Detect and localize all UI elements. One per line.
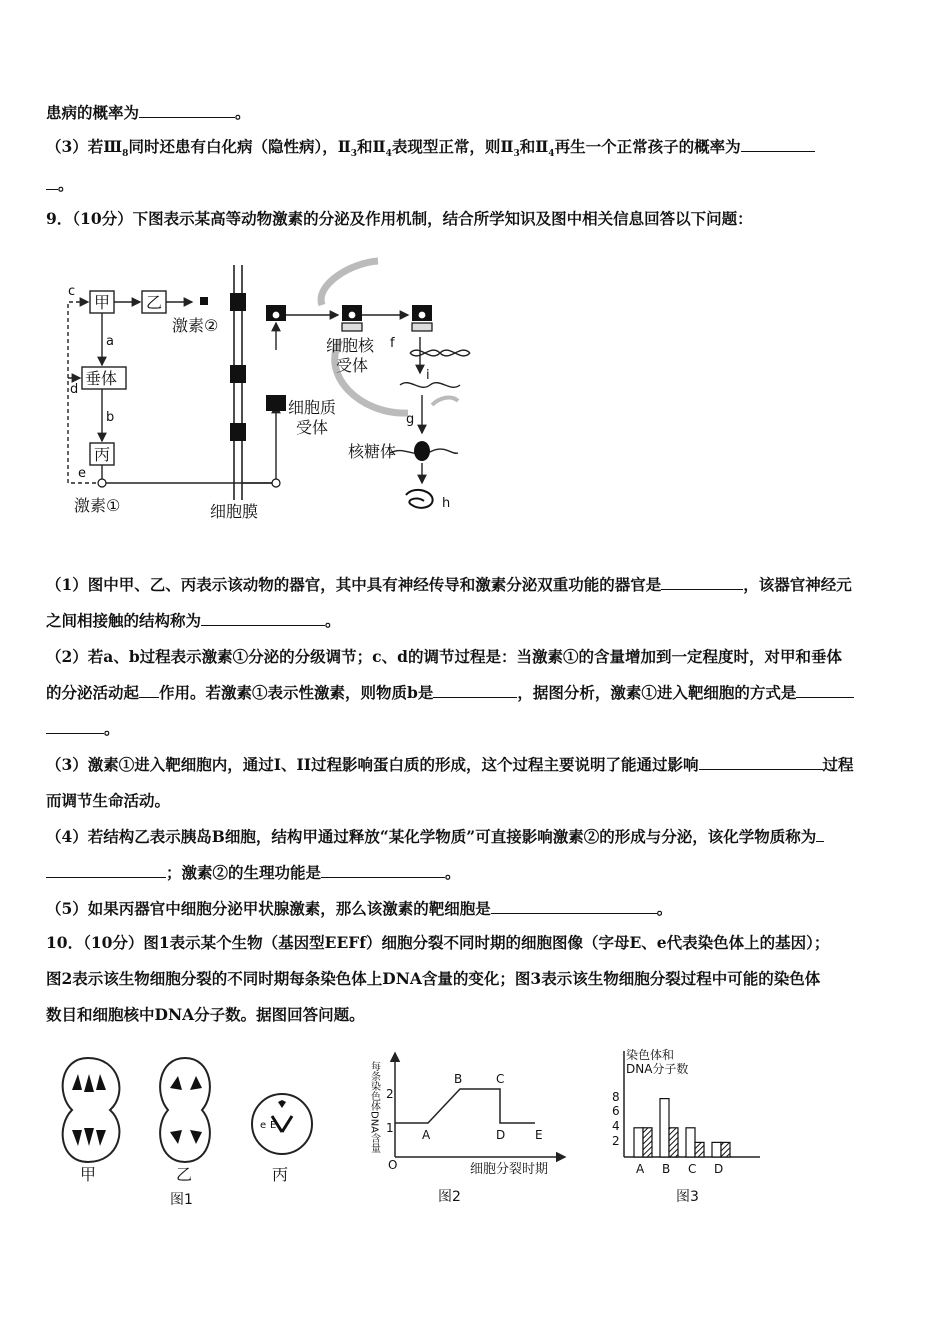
label-h: h (442, 496, 451, 511)
answer-blank[interactable] (699, 755, 823, 770)
q10-line3 (46, 1004, 906, 1026)
label-yi: 乙 (146, 293, 163, 312)
label-e: e (78, 466, 86, 481)
q9-p4-line1 (46, 826, 906, 848)
bar-D-chromosome (712, 1142, 721, 1157)
label-nuc-receptor-2: 受体 (336, 356, 369, 375)
fig3-cat-B: B (662, 1162, 671, 1176)
q8-text: 同时还患有白化病（隐性病），Ⅱ (128, 137, 351, 156)
q10-text: 数目和细胞核中DNA分子数。据图回答问题。 (46, 1005, 365, 1024)
q9-text: 。 (656, 899, 673, 918)
fig2-point-label-B: B (454, 1072, 463, 1086)
q9-text: ，据图分析，激素①进入靶细胞的方式是 (517, 683, 797, 702)
answer-blank[interactable] (201, 611, 325, 626)
label-f: f (390, 336, 395, 351)
label-cell-jia: 甲 (80, 1165, 97, 1184)
fig3-ylabel-2: DNA分子数 (626, 1062, 689, 1076)
bar-D-dna (721, 1142, 730, 1157)
fig3-cat-A: A (636, 1162, 645, 1176)
figure-2-caption: 图2 (438, 1189, 461, 1205)
q8-line-2 (46, 136, 906, 165)
label-pituitary: 垂体 (85, 369, 118, 388)
dna-content-line (395, 1089, 535, 1123)
fig3-tick-6: 6 (612, 1104, 620, 1118)
q9-text: ；激素②的生理功能是 (166, 863, 322, 882)
q10-line2 (46, 968, 906, 990)
subscript: 3 (513, 149, 520, 160)
fig2-xlabel: 细胞分裂时期 (470, 1162, 549, 1177)
q8-end: 。 (235, 103, 251, 122)
q9-text: ，该器官神经元 (743, 575, 852, 594)
q8-text: 患病的概率为 (46, 103, 140, 122)
q9-text: （3）激素①进入靶细胞内，通过I、II过程影响蛋白质的形成，这个过程主要说明了能通过影响 (46, 755, 699, 774)
subscript: 8 (122, 149, 129, 160)
q9-text: （2）若a、b过程表示激素①分泌的分级调节；c、d的调节过程是：当激素①的含量增加到一定程度时，对甲和垂体 (46, 647, 842, 666)
q8-text: （3）若Ⅲ (46, 137, 123, 156)
figure-1-cells (50, 1050, 330, 1210)
hormone-mechanism-diagram (60, 255, 480, 530)
label-nuc-receptor-1: 细胞核 (326, 336, 375, 355)
answer-blank[interactable] (741, 137, 815, 152)
cell-jia (63, 1058, 120, 1162)
label-cyto-receptor-2: 受体 (296, 418, 329, 437)
q9-text: 的分泌活动起 (46, 683, 140, 702)
q8-text: 表现型正常，则Ⅱ (391, 137, 514, 156)
q9-text: 。 (325, 611, 341, 630)
label-hormone1: 激素① (74, 496, 121, 515)
q8-text: 和Ⅱ (519, 137, 549, 156)
q10-text: 10．（10分）图1表示某个生物（基因型EEFf）细胞分裂不同时期的细胞图像（字母E、e代表染色体上的基因）； (46, 933, 830, 952)
label-cell-bing: 丙 (272, 1165, 289, 1184)
fig3-cat-C: C (688, 1162, 697, 1176)
q9-p2-line3 (46, 718, 906, 740)
cell-yi (160, 1058, 210, 1162)
label-d: d (70, 382, 79, 397)
label-a: a (106, 334, 114, 349)
gene-e: e (260, 1120, 267, 1131)
label-bing: 丙 (94, 445, 111, 464)
answer-blank[interactable] (491, 899, 657, 914)
fig3-tick-8: 8 (612, 1090, 620, 1104)
bar-C-dna (695, 1142, 704, 1157)
answer-blank[interactable] (46, 719, 104, 734)
subscript: 4 (548, 149, 555, 160)
q9-p3-line2 (46, 790, 906, 812)
q9-text: 。 (104, 719, 120, 738)
label-jia: 甲 (94, 293, 111, 312)
label-i: i (426, 368, 430, 383)
label-hormone2: 激素② (172, 316, 219, 335)
answer-blank[interactable] (46, 175, 58, 190)
answer-blank[interactable] (321, 863, 445, 878)
q9-p3-line1 (46, 754, 906, 776)
answer-blank[interactable] (816, 827, 824, 842)
q10-text: 图2表示该生物细胞分裂的不同时期每条染色体上DNA含量的变化；图3表示该生物细胞分裂过程中可能的染色体 (46, 969, 821, 988)
bar-A-dna (643, 1128, 652, 1157)
q8-text: 再生一个正常孩子的概率为 (554, 137, 741, 156)
q9-p2-line2 (46, 682, 906, 704)
q9-text: 。 (445, 863, 461, 882)
q9-text: 作用。若激素①表示性激素，则物质b是 (159, 683, 434, 702)
label-cyto-receptor-1: 细胞质 (288, 398, 337, 417)
fig2-tick-2: 2 (386, 1087, 394, 1101)
q9-stem-text: 9．（10分）下图表示某高等动物激素的分泌及作用机制，结合所学知识及图中相关信息回答以下问题： (46, 209, 753, 228)
q10-line1 (46, 932, 906, 954)
fig2-tick-1: 1 (386, 1121, 394, 1135)
q9-p5 (46, 898, 906, 920)
q9-text: （4）若结构乙表示胰岛B细胞，结构甲通过释放“某化学物质”可直接影响激素②的形成与分泌，该化学物质称为 (46, 827, 817, 846)
q8-text: 和Ⅱ (357, 137, 386, 156)
label-ribosome: 核糖体 (348, 442, 397, 461)
answer-blank[interactable] (139, 103, 235, 118)
q8-end: 。 (58, 175, 74, 194)
q9-text: （1）图中甲、乙、丙表示该动物的器官，其中具有神经传导和激素分泌双重功能的器官是 (46, 575, 662, 594)
answer-blank[interactable] (139, 683, 159, 698)
label-cell-yi: 乙 (176, 1165, 193, 1184)
fig2-point-label-D: D (496, 1128, 506, 1142)
bar-A-chromosome (634, 1128, 643, 1157)
fig2-ylabel: 每条染色体DNA含量 (368, 1061, 380, 1154)
q9-text: 过程 (822, 755, 854, 774)
answer-blank[interactable] (796, 683, 854, 698)
label-membrane: 细胞膜 (210, 502, 259, 521)
fig3-tick-4: 4 (612, 1119, 620, 1133)
fig2-point-label-C: C (496, 1072, 505, 1086)
gene-E: E (270, 1120, 277, 1131)
fig2-point-label-A: A (422, 1128, 431, 1142)
q9-p1-line1 (46, 574, 906, 596)
label-b: b (106, 410, 115, 425)
q9-text: 之间相接触的结构称为 (46, 611, 202, 630)
fig3-tick-2: 2 (612, 1134, 620, 1148)
figure-3-chart (600, 1045, 770, 1210)
q9-p4-line2 (46, 862, 906, 884)
subscript: 4 (385, 149, 392, 160)
answer-blank[interactable] (661, 575, 743, 590)
q8-line-3 (46, 174, 906, 196)
fig2-point-label-E: E (535, 1128, 543, 1142)
q8-line-1 (46, 102, 906, 124)
figure-2-chart (360, 1045, 580, 1210)
label-c: c (68, 284, 76, 299)
label-g: g (406, 412, 415, 427)
q9-p2-line1 (46, 646, 906, 668)
q9-text: 而调节生命活动。 (46, 791, 171, 810)
bar-B-chromosome (660, 1099, 669, 1157)
subscript: 3 (350, 149, 358, 160)
q9-text: （5）如果丙器官中细胞分泌甲状腺激素，那么该激素的靶细胞是 (46, 899, 491, 918)
figure-1-caption: 图1 (170, 1192, 193, 1208)
fig3-ylabel-1: 染色体和 (626, 1048, 675, 1062)
q9-stem (46, 208, 906, 230)
fig2-origin: O (388, 1158, 398, 1172)
answer-blank[interactable] (46, 863, 166, 878)
bar-B-dna (669, 1128, 678, 1157)
answer-blank[interactable] (433, 683, 517, 698)
fig3-cat-D: D (714, 1162, 724, 1176)
figure-3-caption: 图3 (676, 1189, 699, 1205)
bar-C-chromosome (686, 1128, 695, 1157)
q9-p1-line2 (46, 610, 906, 632)
